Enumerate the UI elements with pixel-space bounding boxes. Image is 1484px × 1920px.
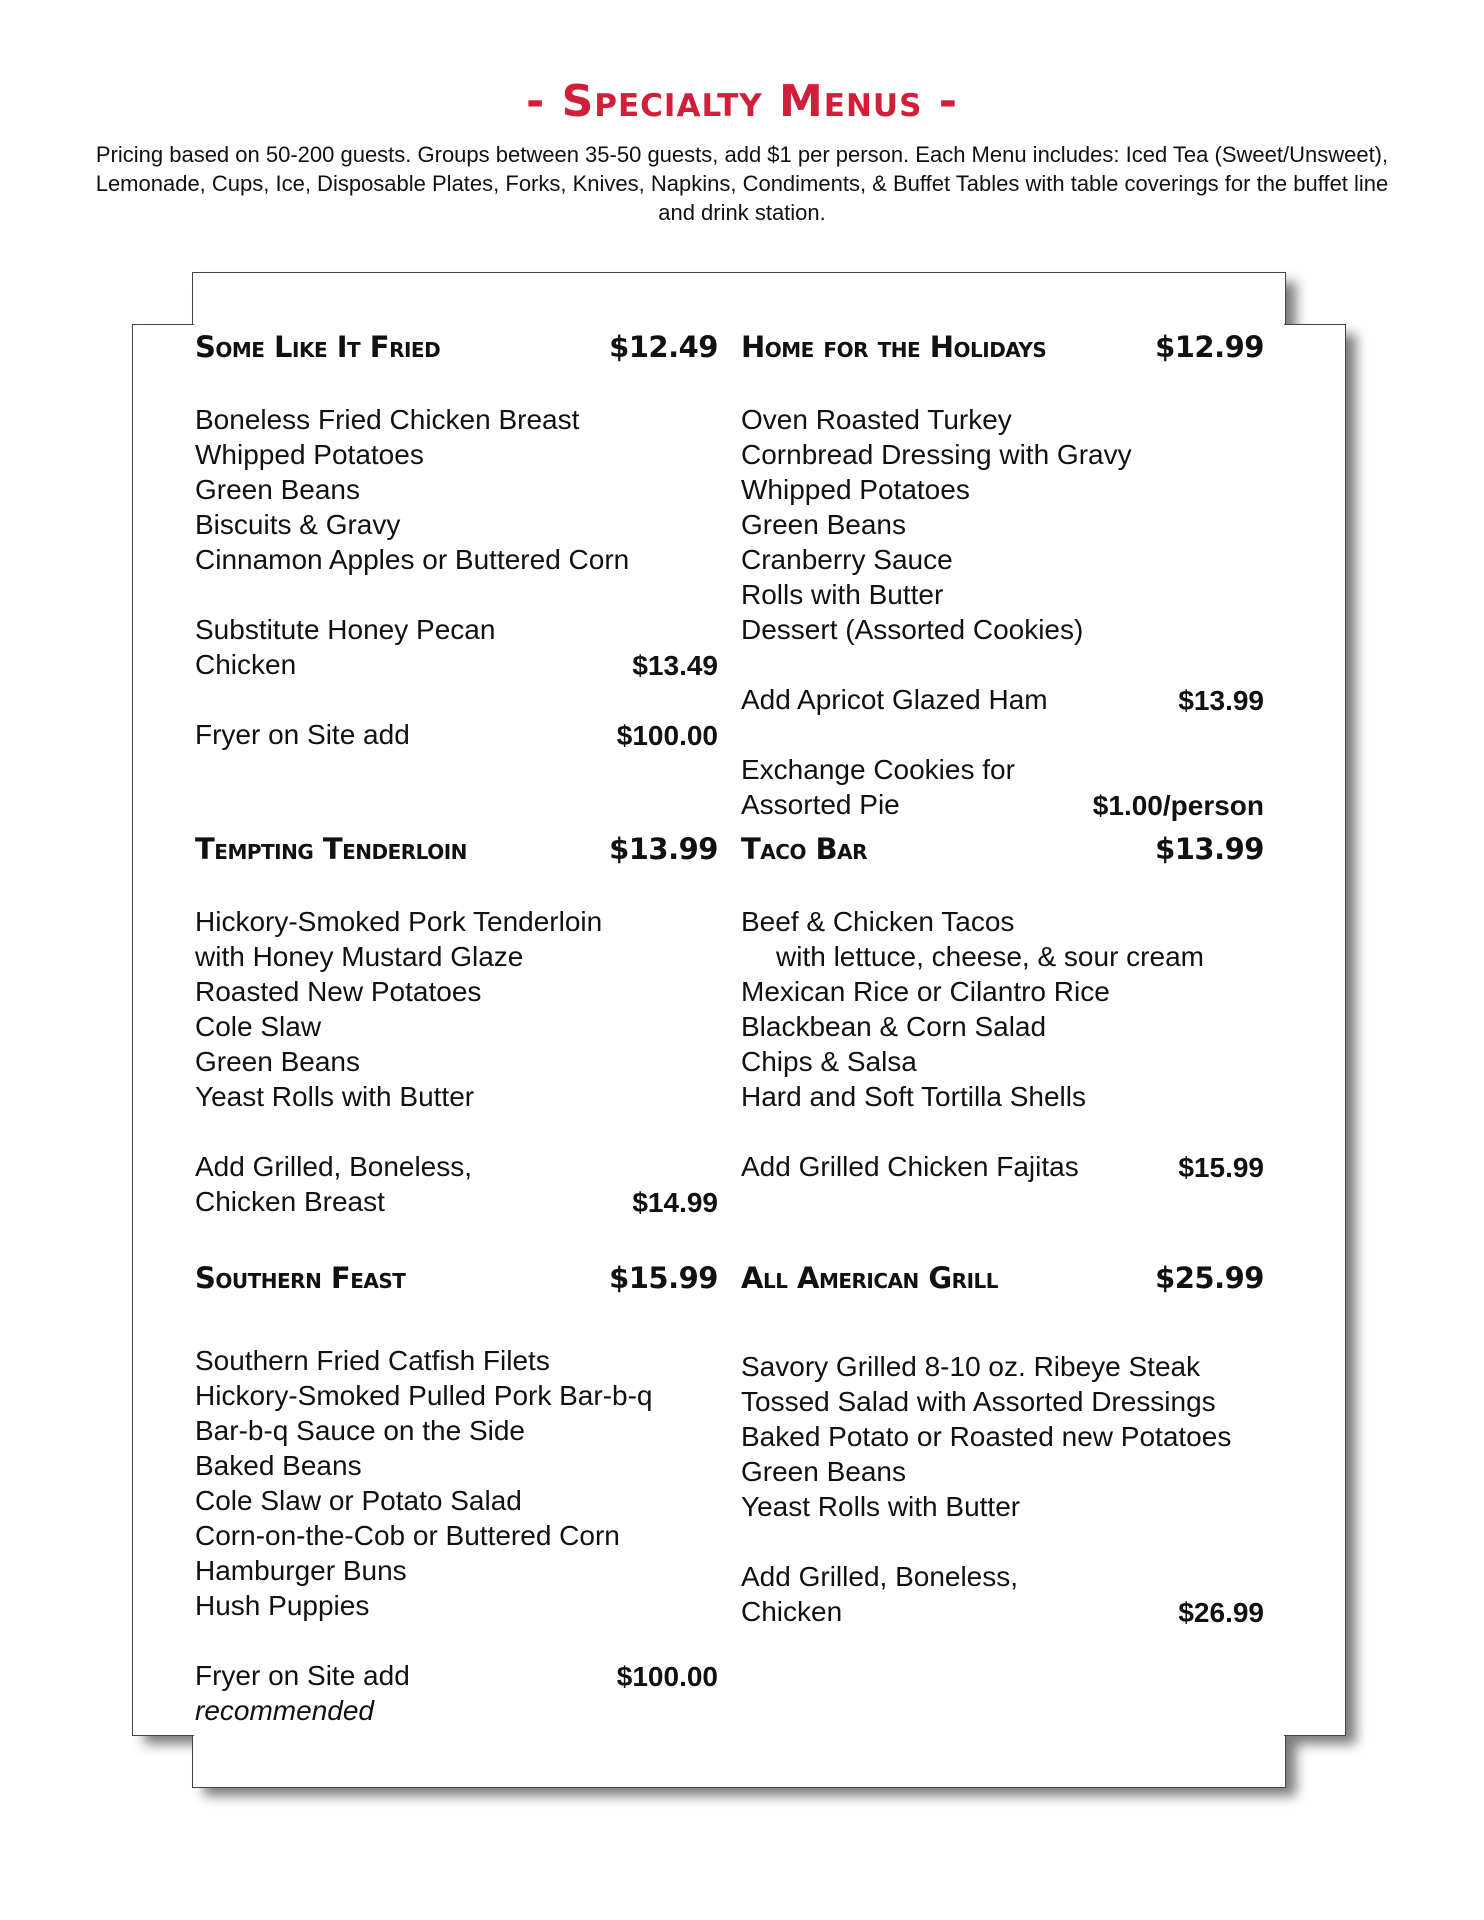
menu-item: Cinnamon Apples or Buttered Corn [195, 544, 630, 575]
menu-addon-note: recommended [195, 1695, 374, 1726]
menu-item: Rolls with Butter [741, 579, 944, 610]
menu-item: Green Beans [741, 509, 906, 540]
menu-item: Hickory-Smoked Pork Tenderloin [195, 906, 603, 937]
menu-item: Cole Slaw [195, 1011, 322, 1042]
menu-item: Cole Slaw or Potato Salad [195, 1485, 522, 1516]
menu-title-fried: Some Like It Fried [195, 330, 441, 364]
menu-item: Cornbread Dressing with Gravy [741, 439, 1132, 470]
pricing-intro: Pricing based on 50-200 guests. Groups between 35-50 guests, add $1 per person. Each Menu includes: Iced Tea (Sweet/Unsweet), Lemonade, Cups, Ice, Disposable Plates, Forks, Knives, Napkins, Condiments, & Buffet Tables with table coverings for the buffet line and drink station. [95, 142, 1389, 225]
menu-item: Cranberry Sauce [741, 544, 953, 575]
menu-title-southern: Southern Feast [195, 1261, 406, 1295]
menu-addon: Assorted Pie [741, 789, 900, 820]
menu-item: Dessert (Assorted Cookies) [741, 614, 1084, 645]
menu-item: Green Beans [195, 1046, 360, 1077]
menu-item: Whipped Potatoes [741, 474, 970, 505]
page-title: - Specialty Menus - [526, 76, 958, 127]
menu-item: Baked Potato or Roasted new Potatoes [741, 1421, 1232, 1452]
menu-title-taco: Taco Bar [741, 832, 868, 866]
menu-price-holidays: $12.99 [1155, 330, 1264, 364]
menu-item: Corn-on-the-Cob or Buttered Corn [195, 1520, 620, 1551]
menu-item: Hush Puppies [195, 1590, 370, 1621]
menu-price-taco: $13.99 [1155, 832, 1264, 866]
menu-addon-price: $1.00/person [1092, 790, 1264, 821]
menu-addon: Fryer on Site add [195, 719, 410, 750]
menu-item: Chips & Salsa [741, 1046, 917, 1077]
menu-item: Mexican Rice or Cilantro Rice [741, 976, 1110, 1007]
menu-addon: Add Apricot Glazed Ham [741, 684, 1048, 715]
menu-item: Yeast Rolls with Butter [195, 1081, 475, 1112]
menu-item: Savory Grilled 8-10 oz. Ribeye Steak [741, 1351, 1201, 1382]
menu-item: with lettuce, cheese, & sour cream [776, 941, 1204, 972]
menu-price-grill: $25.99 [1155, 1261, 1264, 1295]
menu-item: Biscuits & Gravy [195, 509, 401, 540]
menu-addon: Chicken [741, 1596, 843, 1627]
menu-item: Bar-b-q Sauce on the Side [195, 1415, 525, 1446]
menu-addon-price: $13.99 [1178, 685, 1264, 716]
menu-addon: Chicken [195, 649, 297, 680]
menu-item: Hamburger Buns [195, 1555, 407, 1586]
menu-addon: Exchange Cookies for [741, 754, 1015, 785]
menu-item: Hickory-Smoked Pulled Pork Bar-b-q [195, 1380, 653, 1411]
menu-addon-price: $15.99 [1178, 1152, 1264, 1183]
menu-addon-price: $13.49 [632, 650, 718, 681]
menu-addon: Substitute Honey Pecan [195, 614, 496, 645]
menu-item: Green Beans [195, 474, 360, 505]
menu-addon: Fryer on Site add [195, 1660, 410, 1691]
menu-addon: Add Grilled Chicken Fajitas [741, 1151, 1079, 1182]
menu-item: Southern Fried Catfish Filets [195, 1345, 550, 1376]
menu-item: Whipped Potatoes [195, 439, 424, 470]
menu-price-fried: $12.49 [609, 330, 718, 364]
menu-addon-price: $14.99 [632, 1187, 718, 1218]
menu-item: Hard and Soft Tortilla Shells [741, 1081, 1086, 1112]
menu-item: Baked Beans [195, 1450, 362, 1481]
menu-item: with Honey Mustard Glaze [195, 941, 524, 972]
menu-addon: Chicken Breast [195, 1186, 385, 1217]
menu-item: Tossed Salad with Assorted Dressings [741, 1386, 1216, 1417]
menu-item: Oven Roasted Turkey [741, 404, 1012, 435]
menu-title-tenderloin: Tempting Tenderloin [195, 832, 467, 866]
menu-addon: Add Grilled, Boneless, [195, 1151, 473, 1182]
menu-price-southern: $15.99 [609, 1261, 718, 1295]
menu-item: Roasted New Potatoes [195, 976, 482, 1007]
menu-price-tenderloin: $13.99 [609, 832, 718, 866]
menu-addon: Add Grilled, Boneless, [741, 1561, 1019, 1592]
menu-item: Green Beans [741, 1456, 906, 1487]
menu-item: Boneless Fried Chicken Breast [195, 404, 580, 435]
menu-addon-price: $100.00 [616, 1661, 718, 1692]
menu-title-grill: All American Grill [741, 1261, 999, 1295]
menu-item: Yeast Rolls with Butter [741, 1491, 1021, 1522]
menu-addon-price: $26.99 [1178, 1597, 1264, 1628]
menu-addon-price: $100.00 [616, 720, 718, 751]
menu-item: Blackbean & Corn Salad [741, 1011, 1047, 1042]
menu-item: Beef & Chicken Tacos [741, 906, 1015, 937]
menu-title-holidays: Home for the Holidays [741, 330, 1047, 364]
